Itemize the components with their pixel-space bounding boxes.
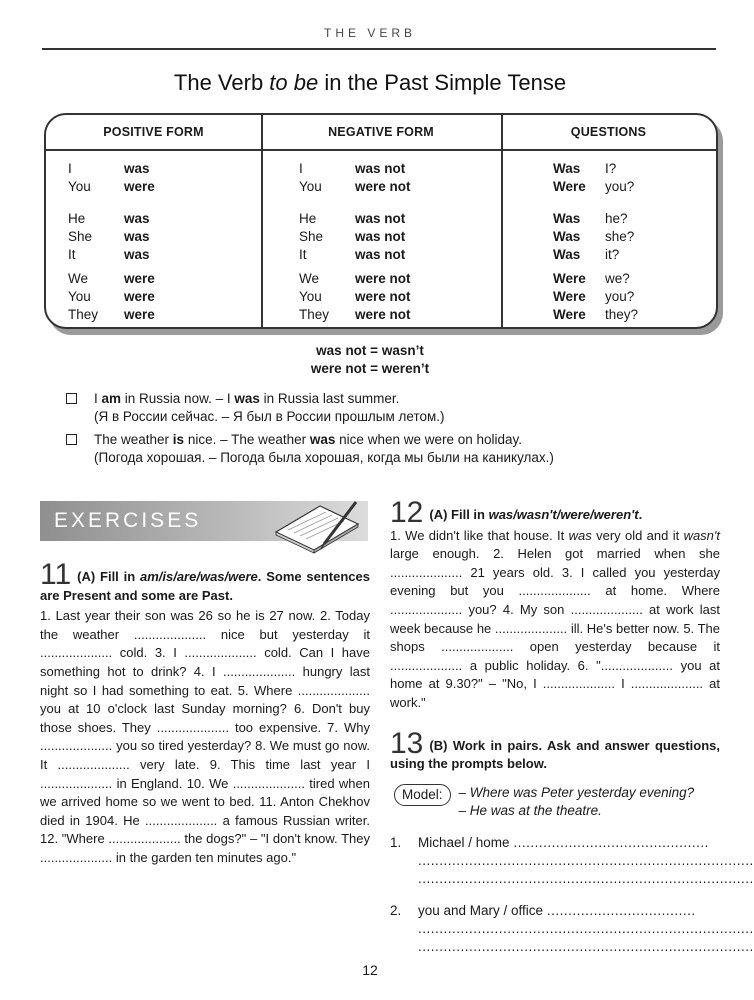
- prompt-2: 2. you and Mary / office ................................... ............................................................................... ...............................................................................: [390, 902, 754, 954]
- negative-row: [261, 307, 501, 325]
- positive-column: [46, 115, 263, 327]
- example-1-ru: (Я в России сейчас. – Я был в России прошлым летом.): [94, 409, 445, 424]
- pronoun: He: [299, 211, 317, 226]
- question-pronoun: he?: [605, 211, 628, 226]
- running-head: THE VERB: [323, 26, 416, 40]
- example-2: [68, 431, 554, 467]
- exercise-13-number: 13: [390, 726, 424, 760]
- verb-table: [44, 113, 718, 329]
- pronoun: He: [68, 211, 86, 226]
- question-verb: Was: [553, 247, 581, 262]
- question-verb: Were: [553, 179, 586, 194]
- question-pronoun: you?: [605, 289, 635, 304]
- model-question: – Where was Peter yesterday evening?: [458, 784, 695, 800]
- questions-row: [501, 179, 716, 197]
- pronoun: You: [299, 289, 322, 304]
- positive-row: [46, 289, 261, 307]
- exercise-11-text: 1. Last year their son was 26 so he is 27 now. 2. Today the weather .................... nice but yesterday it .................... cold. 3. I .................... cold. Can I have something hot to drink? 4. I .................... hungry last night so I had something to eat. 5. Where .................... you at 10 o'clock last Sunday morning? 6. Don't buy those shoes. They .................... too expensive. 7. Why .................... you so tired yesterday? 8. We must go now. It .................... very late. 9. This time last year I .................... in England. 10. We .................... tired when we arrived home so we went to bed. 11. Anton Chekhov died in 1904. He .................... a famous Russian writer. 12. "Where .................... the dogs?" – "I don't know. They .................... in the garden ten minutes ago.": [40, 608, 370, 865]
- prompt-1-text: Michael / home: [418, 834, 510, 850]
- pronoun: We: [68, 271, 89, 286]
- pronoun: They: [299, 307, 330, 322]
- negative-row: [261, 289, 501, 307]
- answer-line[interactable]: ...............................................................................: [418, 852, 754, 868]
- pronoun: It: [68, 247, 76, 262]
- questions-row: [501, 289, 716, 307]
- positive-row: [46, 229, 261, 247]
- questions-row: [501, 307, 716, 325]
- contraction-was: was not = wasn’t: [316, 343, 424, 358]
- checkbox-bullet-icon: [66, 434, 77, 445]
- answer-line[interactable]: ...............................................................................: [418, 870, 754, 886]
- title-suffix: in the Past Simple Tense: [318, 70, 567, 95]
- verb-form: were: [124, 271, 155, 286]
- exercise-12-text: 1. We didn't like that house. It was very old and it wasn't large enough. 2. Helen got married when she .................... 21 years old. 3. I called you yesterday evening but you .................... at home. Where .................... you? 4. My son .................... at work last week because he .................... ill. He's better now. 5. The shops .................... open yesterday because it .................... a public holiday. 6. ".................... you at home at 9.30?" – "No, I .................... I .................... at work.": [390, 527, 721, 710]
- questions-row: [501, 211, 716, 229]
- right-column: [390, 496, 754, 956]
- question-pronoun: we?: [605, 271, 630, 286]
- question-verb: Were: [553, 289, 586, 304]
- model-example: [390, 784, 720, 820]
- positive-row: [46, 179, 261, 197]
- question-verb: Were: [553, 307, 586, 322]
- question-pronoun: you?: [605, 179, 635, 194]
- positive-row: [46, 161, 261, 179]
- exercise-11-instruction: 11 (A) Fill in am/is/are/was/were. Some sentences are Present and some are Past.: [40, 558, 371, 603]
- positive-row: [46, 271, 261, 289]
- pronoun: It: [299, 247, 307, 262]
- questions-row: [501, 161, 716, 179]
- verb-form: were not: [355, 307, 411, 322]
- verb-form: was: [124, 211, 150, 226]
- answer-line[interactable]: ...............................................................................: [418, 938, 754, 954]
- model-answer: – He was at the theatre.: [458, 802, 602, 818]
- question-pronoun: they?: [605, 307, 639, 322]
- question-pronoun: she?: [605, 229, 635, 244]
- negative-row: [261, 271, 501, 289]
- question-pronoun: it?: [605, 247, 620, 262]
- verb-form: were not: [355, 289, 411, 304]
- answer-line[interactable]: ...............................................................................: [418, 920, 754, 936]
- header-rule: [42, 48, 716, 50]
- pronoun: I: [299, 161, 303, 176]
- negative-row: [261, 179, 501, 197]
- verb-form: was: [124, 229, 150, 244]
- questions-row: [501, 271, 716, 289]
- positive-row: [46, 211, 261, 229]
- negative-header: NEGATIVE FORM: [261, 115, 501, 151]
- exercise-13-instruction: 13 (B) Work in pairs. Ask and answer questions, using the prompts below.: [390, 726, 720, 772]
- verb-form: was not: [355, 161, 406, 176]
- verb-form: was not: [355, 229, 406, 244]
- verb-form: were: [124, 179, 155, 194]
- exercise-12-instruction: 12 (A) Fill in was/wasn't/were/weren't.: [390, 496, 643, 529]
- pronoun: They: [68, 307, 99, 322]
- verb-form: was not: [355, 247, 406, 262]
- questions-column: [501, 115, 716, 327]
- notepad-pencil-icon: [270, 494, 362, 554]
- page-title: [0, 70, 740, 96]
- question-verb: Were: [553, 271, 586, 286]
- contractions: [0, 342, 740, 378]
- negative-row: [261, 161, 501, 179]
- pronoun: You: [299, 179, 322, 194]
- verb-form: was not: [355, 211, 406, 226]
- exercise-13: [390, 726, 754, 956]
- title-italic: to be: [269, 70, 319, 95]
- pronoun: You: [68, 289, 91, 304]
- pronoun: I: [68, 161, 72, 176]
- question-verb: Was: [553, 229, 581, 244]
- negative-column: [261, 115, 503, 327]
- positive-header: POSITIVE FORM: [46, 115, 261, 151]
- example-2-ru: (Погода хорошая. – Погода была хорошая, когда мы были на каникулах.): [94, 450, 554, 465]
- verb-form: was: [124, 161, 150, 176]
- pronoun: You: [68, 179, 91, 194]
- question-verb: Was: [553, 211, 581, 226]
- exercise-11-number: 11: [40, 558, 72, 591]
- verb-form: were: [124, 307, 155, 322]
- question-verb: Was: [553, 161, 581, 176]
- verb-form: were: [124, 289, 155, 304]
- questions-header: QUESTIONS: [501, 115, 716, 151]
- verb-form: was: [124, 247, 150, 262]
- negative-row: [261, 247, 501, 265]
- questions-row: [501, 229, 716, 247]
- checkbox-bullet-icon: [66, 393, 77, 404]
- negative-row: [261, 211, 501, 229]
- verb-form: were not: [355, 271, 411, 286]
- example-2-en: The weather is nice. – The weather was nice when we were on holiday.: [94, 432, 523, 447]
- contraction-were: were not = weren’t: [310, 361, 430, 376]
- example-1: [68, 390, 445, 426]
- verb-form: were not: [355, 179, 411, 194]
- pronoun: She: [299, 229, 324, 244]
- exercise-11: [40, 558, 371, 868]
- negative-row: [261, 229, 501, 247]
- pronoun: We: [299, 271, 320, 286]
- example-1-en: I am in Russia now. – I was in Russia last summer.: [94, 391, 400, 406]
- prompt-1: 1. Michael / home .............................................. ............................................................................... ...............................................................................: [390, 834, 754, 886]
- pronoun: She: [68, 229, 93, 244]
- positive-row: [46, 247, 261, 265]
- title-prefix: The Verb: [173, 70, 270, 95]
- questions-row: [501, 247, 716, 265]
- exercises-banner: EXERCISES: [40, 501, 368, 541]
- page-number: 12: [362, 962, 378, 978]
- exercise-12-number: 12: [390, 496, 424, 529]
- positive-row: [46, 307, 261, 325]
- exercise-12: [390, 496, 721, 713]
- model-badge: Model:: [394, 784, 451, 806]
- question-pronoun: I?: [605, 161, 617, 176]
- prompt-2-text: you and Mary / office: [418, 902, 544, 918]
